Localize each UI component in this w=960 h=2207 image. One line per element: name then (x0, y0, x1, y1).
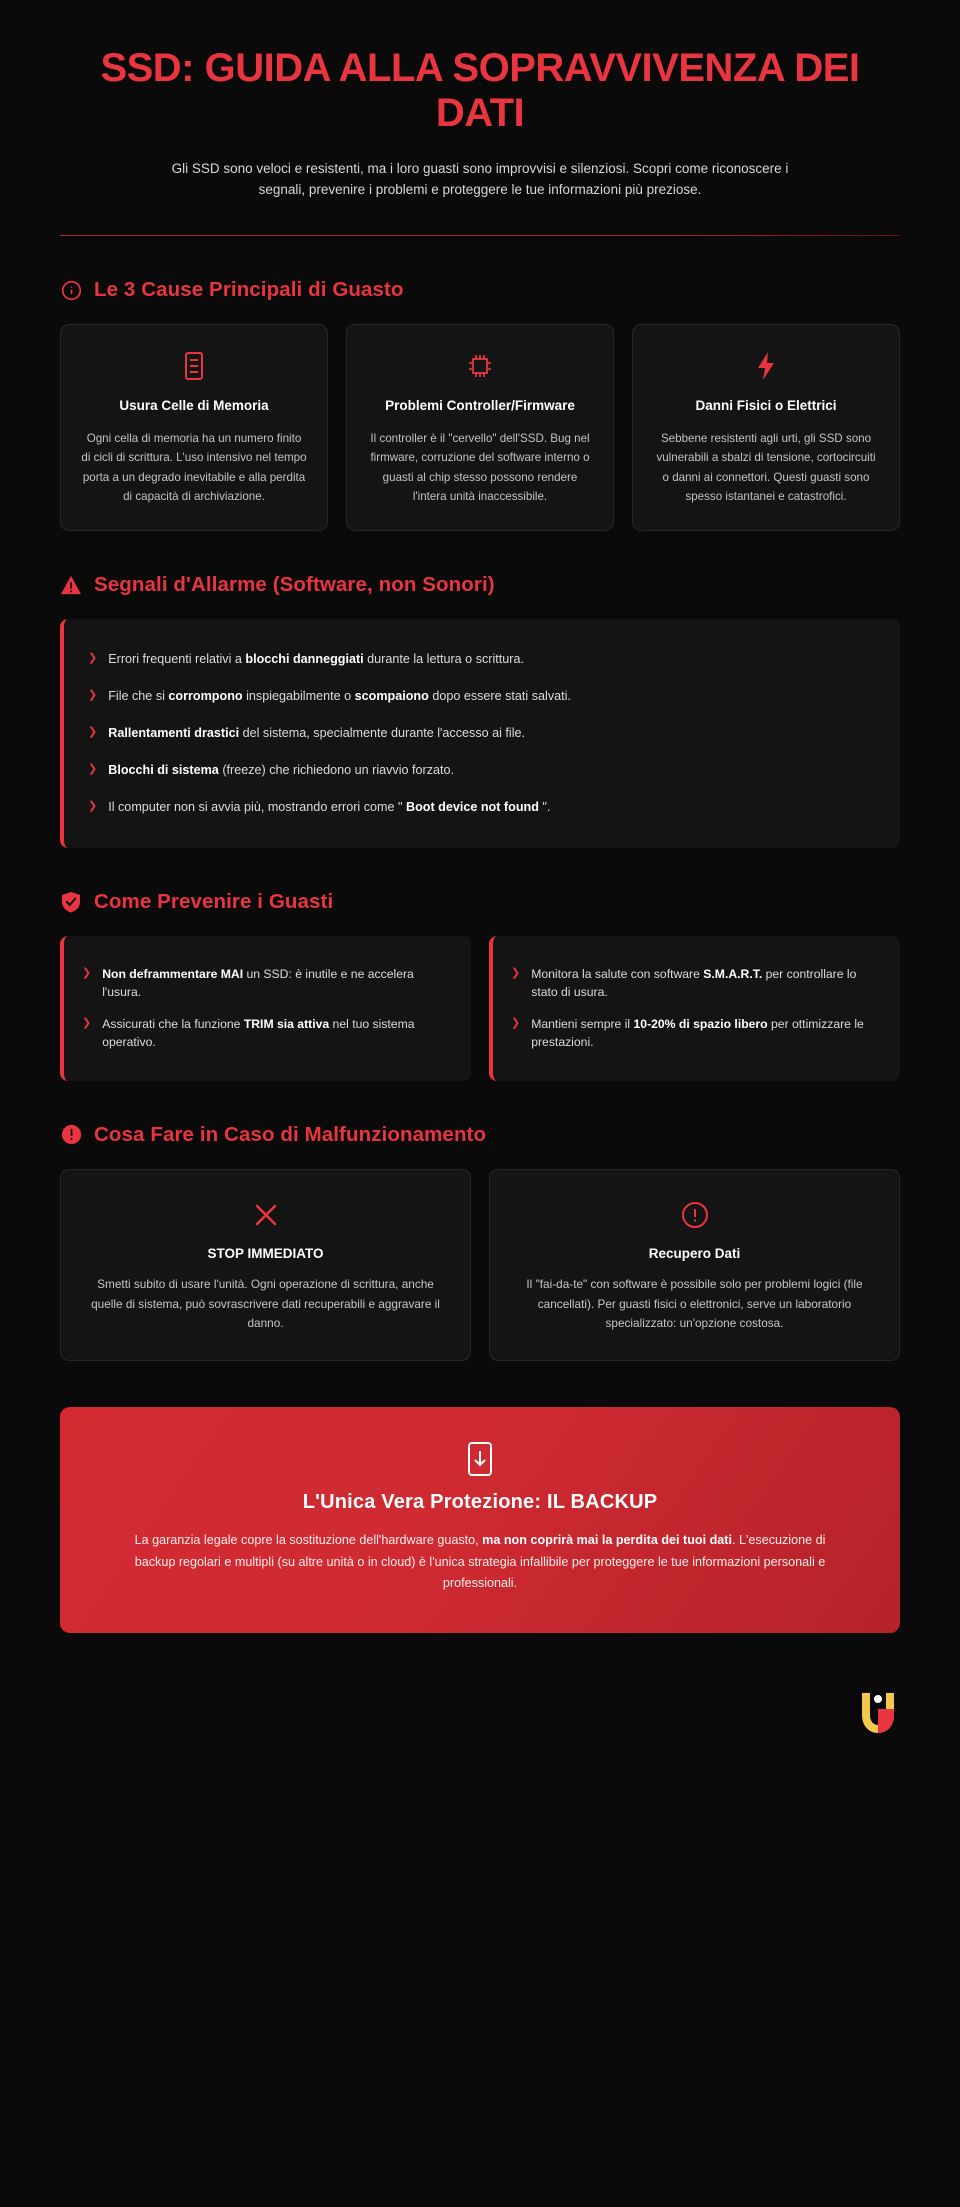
chevron-right-icon: ❯ (88, 725, 98, 738)
action-card-list (60, 1169, 900, 1361)
prevent-panel-left (60, 936, 471, 1081)
memory-chip-icon (81, 351, 307, 381)
prevent-text-pre: Mantieni sempre il (531, 1017, 631, 1032)
chevron-right-icon: ❯ (82, 966, 92, 979)
prevent-text-pre: Monitora la salute con software (531, 966, 700, 981)
cause-card-list (60, 324, 900, 531)
lightning-bolt-icon (653, 351, 879, 381)
chevron-right-icon: ❯ (82, 1017, 92, 1030)
prevent-text-strong: Non deframmentare MAI (102, 966, 244, 981)
list-item (88, 678, 874, 715)
warning-text-strong: Blocchi di sistema (108, 762, 219, 777)
backup-body-pre: La garanzia legale copre la sostituzione dell'hardware guasto, (134, 1533, 479, 1548)
chevron-right-icon: ❯ (511, 966, 521, 979)
shield-check-icon (60, 891, 82, 913)
action-card-title: Recupero Dati (648, 1245, 741, 1261)
chevron-right-icon: ❯ (511, 1017, 521, 1030)
backup-body-post: . L'esecuzione di backup regolari e multipli (su altre unità o in cloud) è l'unica strategia infallibile per proteggere le tue informazioni personali e professionali. (134, 1533, 826, 1591)
header (60, 46, 900, 236)
controller-chip-icon (367, 351, 593, 381)
backup-body-strong: ma non coprirà mai la perdita dei tuoi dati (482, 1533, 732, 1548)
list-item (82, 1008, 451, 1059)
prevent-text-pre: Assicurati che la funzione (102, 1017, 241, 1032)
warning-text-post: ". (542, 799, 551, 814)
section-header-warnings (60, 573, 900, 597)
cause-card-body: Il controller è il "cervello" dell'SSD. Bug nel firmware, corruzione del software interno o guasti al chip stesso possono rendere l'intera unità inaccessibile. (370, 432, 590, 503)
cause-card (60, 324, 328, 531)
list-item (88, 752, 874, 789)
prevent-panels (60, 936, 900, 1081)
page-subtitle: Gli SSD sono veloci e resistenti, ma i loro guasti sono improvvisi e silenziosi. Scopri come riconoscere i segnali, prevenire i problemi e proteggere le tue informazioni più preziose. (171, 160, 789, 198)
chevron-right-icon: ❯ (88, 652, 98, 665)
prevent-text-strong: 10-20% di spazio libero (633, 1017, 768, 1032)
cause-card (346, 324, 614, 531)
section-title-warnings: Segnali d'Allarme (Software, non Sonori) (94, 573, 495, 597)
cause-card (632, 324, 900, 531)
list-item (511, 1008, 880, 1059)
footer (0, 1653, 960, 1773)
section-header-causes (60, 278, 900, 302)
action-card-body: Il "fai-da-te" con software è possibile solo per problemi logici (file cancellati). Per guasti fisici o elettronici, serve un laboratorio specializzato: un'opzione costosa. (526, 1276, 863, 1331)
chevron-right-icon: ❯ (88, 762, 98, 775)
warning-text-mid: inspiegabilmente o (246, 688, 352, 703)
warning-list-panel (60, 619, 900, 847)
warning-text-post: (freeze) che richiedono un riavvio forzato. (222, 762, 455, 777)
prevent-text-strong: TRIM sia attiva (243, 1017, 330, 1032)
prevent-text-post: per controllare lo stato di usura. (531, 966, 857, 999)
list-item (88, 789, 874, 826)
download-device-icon (106, 1441, 854, 1477)
warning-text-strong: corrompono (168, 688, 243, 703)
warning-text-pre: Il computer non si avvia più, mostrando errori come " (108, 799, 403, 814)
chevron-right-icon: ❯ (88, 688, 98, 701)
warning-text-strong: blocchi danneggiati (245, 652, 364, 667)
prevent-text-post: per ottimizzare le prestazioni. (531, 1017, 864, 1050)
cause-card-title: Problemi Controller/Firmware (385, 398, 575, 414)
action-card-title: STOP IMMEDIATO (207, 1245, 324, 1261)
recovery-circle-icon (514, 1198, 875, 1232)
list-item (82, 958, 451, 1009)
backup-banner (60, 1407, 900, 1633)
warning-text-strong: Rallentamenti drastici (108, 725, 240, 740)
alert-circle-icon (60, 1124, 82, 1146)
warning-text-strong: Boot device not found (405, 799, 539, 814)
section-title-malfunction: Cosa Fare in Caso di Malfunzionamento (94, 1122, 487, 1146)
cause-card-title: Usura Celle di Memoria (119, 398, 269, 414)
list-item (88, 641, 874, 678)
prevent-text-post: un SSD: è inutile e ne accelera l'usura. (102, 966, 414, 999)
cause-card-body: Ogni cella di memoria ha un numero finito di cicli di scrittura. L'uso intensivo nel tempo porta a un degrado inevitabile e alla perdita di capacità di archiviazione. (81, 432, 307, 503)
action-card-stop (60, 1169, 471, 1361)
section-title-prevent: Come Prevenire i Guasti (94, 889, 334, 913)
cause-card-body: Sebbene resistenti agli urti, gli SSD sono vulnerabili a sbalzi di tensione, cortocircuiti o danni ai connettori. Questi guasti sono spesso istantanei e catastrofici. (656, 432, 876, 503)
section-header-prevent (60, 890, 900, 914)
backup-body (120, 1530, 840, 1595)
warning-text-post: del sistema, specialmente durante l'accesso ai file. (242, 725, 526, 740)
cause-card-title: Danni Fisici o Elettrici (695, 398, 837, 414)
x-cross-icon (85, 1198, 446, 1232)
section-title-causes: Le 3 Cause Principali di Guasto (94, 278, 404, 302)
brand-logo (856, 1689, 900, 1737)
backup-title: L'Unica Vera Protezione: IL BACKUP (302, 1491, 658, 1514)
list-item (88, 715, 874, 752)
warning-text-strong-2: scompaiono (354, 688, 429, 703)
action-card-body: Smetti subito di usare l'unità. Ogni operazione di scrittura, anche quelle di sistema, può sovrascrivere dati recuperabili e aggravare il danno. (91, 1276, 440, 1331)
action-card-recovery (489, 1169, 900, 1361)
warning-triangle-icon (60, 574, 82, 596)
warning-text-post: dopo essere stati salvati. (432, 688, 571, 703)
prevent-text-post: nel tuo sistema operativo. (102, 1017, 415, 1050)
section-header-malfunction (60, 1123, 900, 1147)
info-circle-icon (60, 279, 82, 301)
warning-text-pre: File che si (108, 688, 165, 703)
warning-text-post: durante la lettura o scrittura. (367, 652, 524, 667)
prevent-panel-right (489, 936, 900, 1081)
warning-text-pre: Errori frequenti relativi a (108, 652, 242, 667)
page-title: SSD: GUIDA ALLA SOPRAVVIVENZA DEI DATI (100, 46, 860, 135)
chevron-right-icon: ❯ (88, 799, 98, 812)
list-item (511, 958, 880, 1009)
prevent-text-strong: S.M.A.R.T. (703, 966, 763, 981)
header-divider (60, 235, 900, 236)
